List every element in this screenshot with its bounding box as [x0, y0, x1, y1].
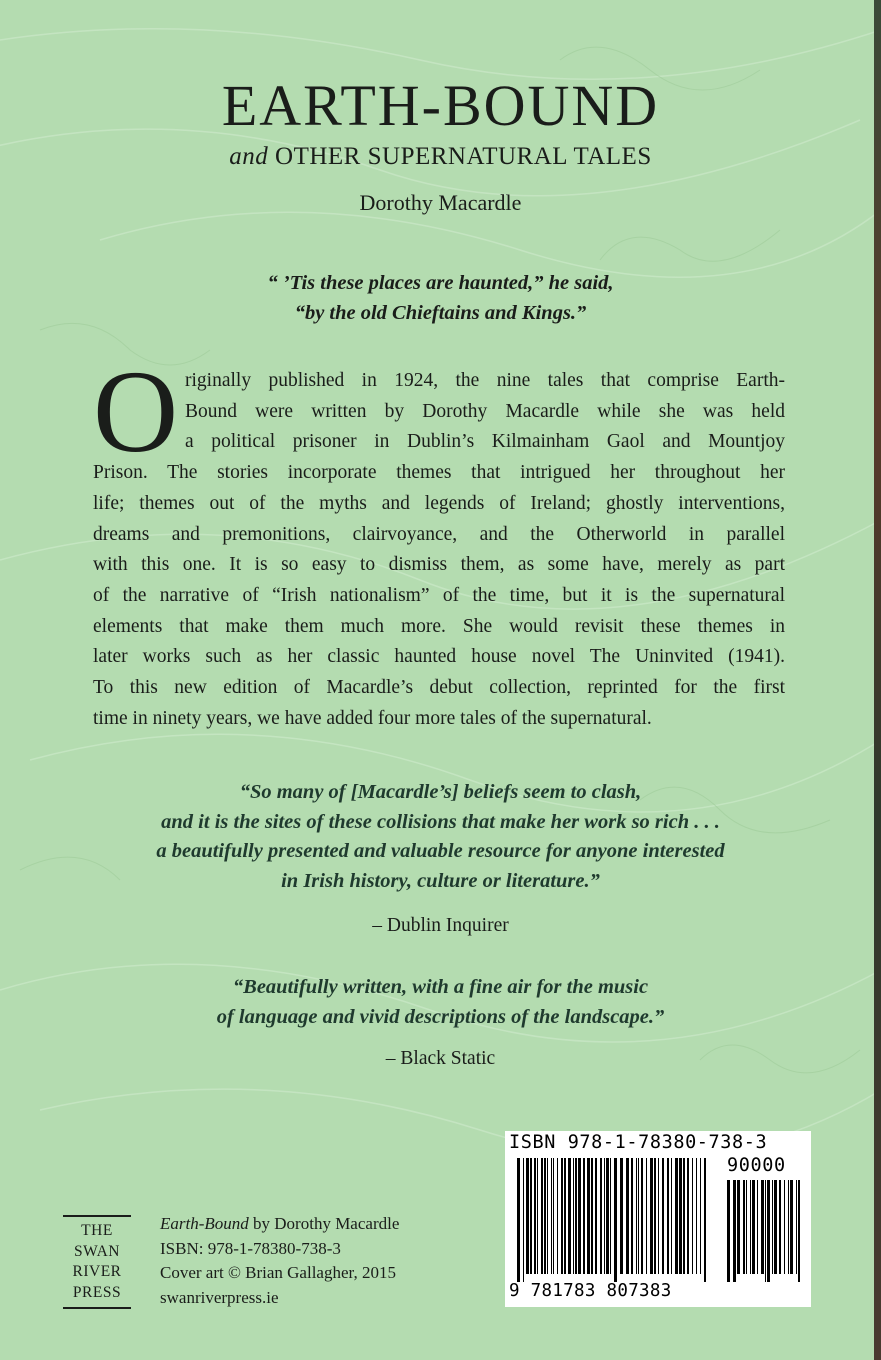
barcode-bar — [547, 1158, 548, 1274]
barcode-bar — [564, 1158, 566, 1274]
barcode-bar — [595, 1158, 597, 1274]
blurb-line: time in ninety years, we have added four more tales of the supernatural. — [93, 707, 652, 729]
barcode-bar — [671, 1158, 672, 1274]
barcode-bar — [573, 1158, 574, 1274]
blurb-line: life; themes out of the myths and legends of Ireland; ghostly interventions, — [93, 492, 785, 514]
barcode-bar — [620, 1158, 623, 1274]
barcode-bar — [746, 1180, 747, 1274]
barcode-bar — [761, 1180, 764, 1274]
colophon-title-line — [160, 1212, 399, 1237]
barcode-bar — [650, 1158, 653, 1274]
review-source: – Black Static — [385, 1048, 496, 1069]
epigraph-line: “ ’Tis these places are haunted,” he said, — [267, 272, 614, 294]
barcode-isbn-label: ISBN 978-1-78380-738-3 — [509, 1132, 768, 1153]
barcode-bar — [551, 1158, 552, 1274]
barcode-bar — [537, 1158, 538, 1274]
barcode-bar — [568, 1158, 571, 1274]
price-barcode — [727, 1180, 807, 1282]
barcode-bar — [561, 1158, 563, 1274]
barcode-bar — [658, 1158, 659, 1274]
barcode-bar — [662, 1158, 664, 1274]
blurb-line: dreams and premonitions, clairvoyance, and the Otherworld in parallel — [93, 523, 785, 545]
barcode-bar — [517, 1158, 520, 1282]
barcode-bar — [733, 1180, 736, 1282]
review-quote-black-static — [0, 973, 881, 1032]
barcode-bar — [779, 1180, 781, 1274]
barcode-bar — [600, 1158, 602, 1274]
blurb-text — [93, 366, 785, 734]
publisher-logo — [63, 1215, 131, 1309]
barcode-bar — [796, 1180, 797, 1274]
barcode-bar — [798, 1180, 800, 1282]
subtitle-text: OTHER SUPERNATURAL TALES — [275, 143, 652, 170]
blurb-line: a political prisoner in Dublin’s Kilmainham Gaol and Mountjoy — [185, 431, 785, 453]
logo-line: PRESS — [72, 1283, 122, 1301]
barcode-bar — [587, 1158, 590, 1274]
barcode-bar — [631, 1158, 633, 1274]
barcode-bar — [683, 1158, 685, 1274]
subtitle-and: and — [229, 143, 269, 170]
colophon-book-title: Earth-Bound — [160, 1214, 249, 1233]
barcode-bar — [575, 1158, 577, 1274]
barcode-bar — [610, 1158, 611, 1274]
barcode-bar — [636, 1158, 637, 1274]
barcode-bar — [687, 1158, 689, 1274]
logo-line: THE — [81, 1222, 113, 1239]
blurb-line: To this new edition of Macardle’s debut collection, reprinted for the first — [93, 677, 785, 699]
barcode-bar — [534, 1158, 536, 1274]
review-source: – Dublin Inquirer — [372, 915, 509, 936]
barcode-bar — [626, 1158, 629, 1274]
barcode-bar — [679, 1158, 682, 1274]
barcode-bar — [704, 1158, 706, 1282]
barcode-bar — [646, 1158, 647, 1274]
epigraph-line: “by the old Chieftains and Kings.” — [294, 302, 587, 324]
logo-line: RIVER — [72, 1263, 122, 1280]
barcode-bar — [541, 1158, 543, 1274]
review-line: “So many of [Macardle’s] beliefs seem to clash, — [239, 781, 642, 803]
review-line: a beautifully presented and valuable resource for anyone interested — [156, 840, 725, 862]
barcode-bar — [774, 1180, 777, 1274]
book-title: EARTH-BOUND — [221, 73, 660, 138]
barcode-digits: 9 781783 807383 — [509, 1281, 672, 1301]
barcode-bar — [614, 1158, 617, 1282]
barcode-bar — [696, 1158, 697, 1274]
barcode-bar — [654, 1158, 656, 1274]
barcode-bar — [767, 1180, 770, 1282]
blurb-line: with this one. It is so easy to dismiss them, as some have, merely as part — [93, 554, 785, 576]
barcode-bar — [727, 1180, 730, 1282]
review-quote-dublin-inquirer — [0, 778, 881, 896]
barcode-bar — [692, 1158, 693, 1274]
barcode-bar — [553, 1158, 554, 1274]
barcode-bar — [578, 1158, 581, 1274]
barcode-bar — [700, 1158, 701, 1274]
barcode-bar — [675, 1158, 678, 1274]
blurb-line: of the narrative of “Irish nationalism” of the time, but it is the supernatural — [93, 584, 785, 606]
barcode-bar — [784, 1180, 785, 1274]
barcode-bar — [752, 1180, 755, 1274]
barcode-bar — [790, 1180, 793, 1274]
barcode-bar — [641, 1158, 643, 1274]
review-line: and it is the sites of these collisions that make her work so rich . . . — [161, 810, 720, 833]
barcode-bar — [591, 1158, 593, 1274]
review-line: in Irish history, culture or literature.” — [281, 869, 600, 892]
colophon — [160, 1212, 399, 1311]
barcode-bar — [743, 1180, 745, 1274]
blurb-line: riginally published in 1924, the nine tales that comprise Earth- — [185, 370, 785, 391]
barcode-bar — [606, 1158, 609, 1274]
barcode-bar — [526, 1158, 529, 1274]
blurb-line: elements that make them much more. She would revisit these themes in — [93, 615, 785, 637]
barcode-bar — [638, 1158, 639, 1274]
barcode-bar — [667, 1158, 669, 1274]
barcode-price-code: 90000 — [727, 1155, 786, 1176]
author-name: Dorothy Macardle — [359, 190, 522, 215]
review-line: of language and vivid descriptions of the landscape.” — [216, 1005, 665, 1028]
colophon-website[interactable]: swanriverpress.ie — [160, 1288, 279, 1308]
colophon-by: by Dorothy Macardle — [248, 1214, 400, 1233]
drop-cap: O — [93, 346, 179, 477]
blurb-line: later works such as her classic haunted house novel The Uninvited (1941). — [93, 646, 785, 668]
isbn-barcode — [517, 1158, 713, 1282]
barcode-bar — [583, 1158, 585, 1274]
blurb-line: Prison. The stories incorporate themes that intrigued her throughout her — [93, 462, 785, 484]
barcode-bar — [530, 1158, 532, 1274]
barcode-bar — [772, 1180, 773, 1274]
blurb-line: Bound were written by Dorothy Macardle while she was held — [185, 400, 785, 422]
logo-line: SWAN — [74, 1242, 120, 1260]
colophon-isbn: ISBN: 978-1-78380-738-3 — [160, 1238, 341, 1258]
epigraph — [0, 268, 881, 328]
barcode-bar — [788, 1180, 789, 1274]
barcode-bar — [765, 1180, 766, 1282]
colophon-cover-art: Cover art © Brian Gallagher, 2015 — [160, 1263, 396, 1283]
barcode-bar — [737, 1180, 740, 1274]
barcode-bar — [757, 1180, 758, 1274]
barcode-bar — [523, 1158, 524, 1282]
barcode-bar — [604, 1158, 605, 1274]
barcode-bar — [750, 1180, 751, 1274]
review-line: “Beautifully written, with a fine air for the music — [232, 976, 649, 998]
barcode-bar — [544, 1158, 546, 1274]
barcode-bar — [557, 1158, 558, 1274]
book-subtitle — [0, 143, 881, 171]
